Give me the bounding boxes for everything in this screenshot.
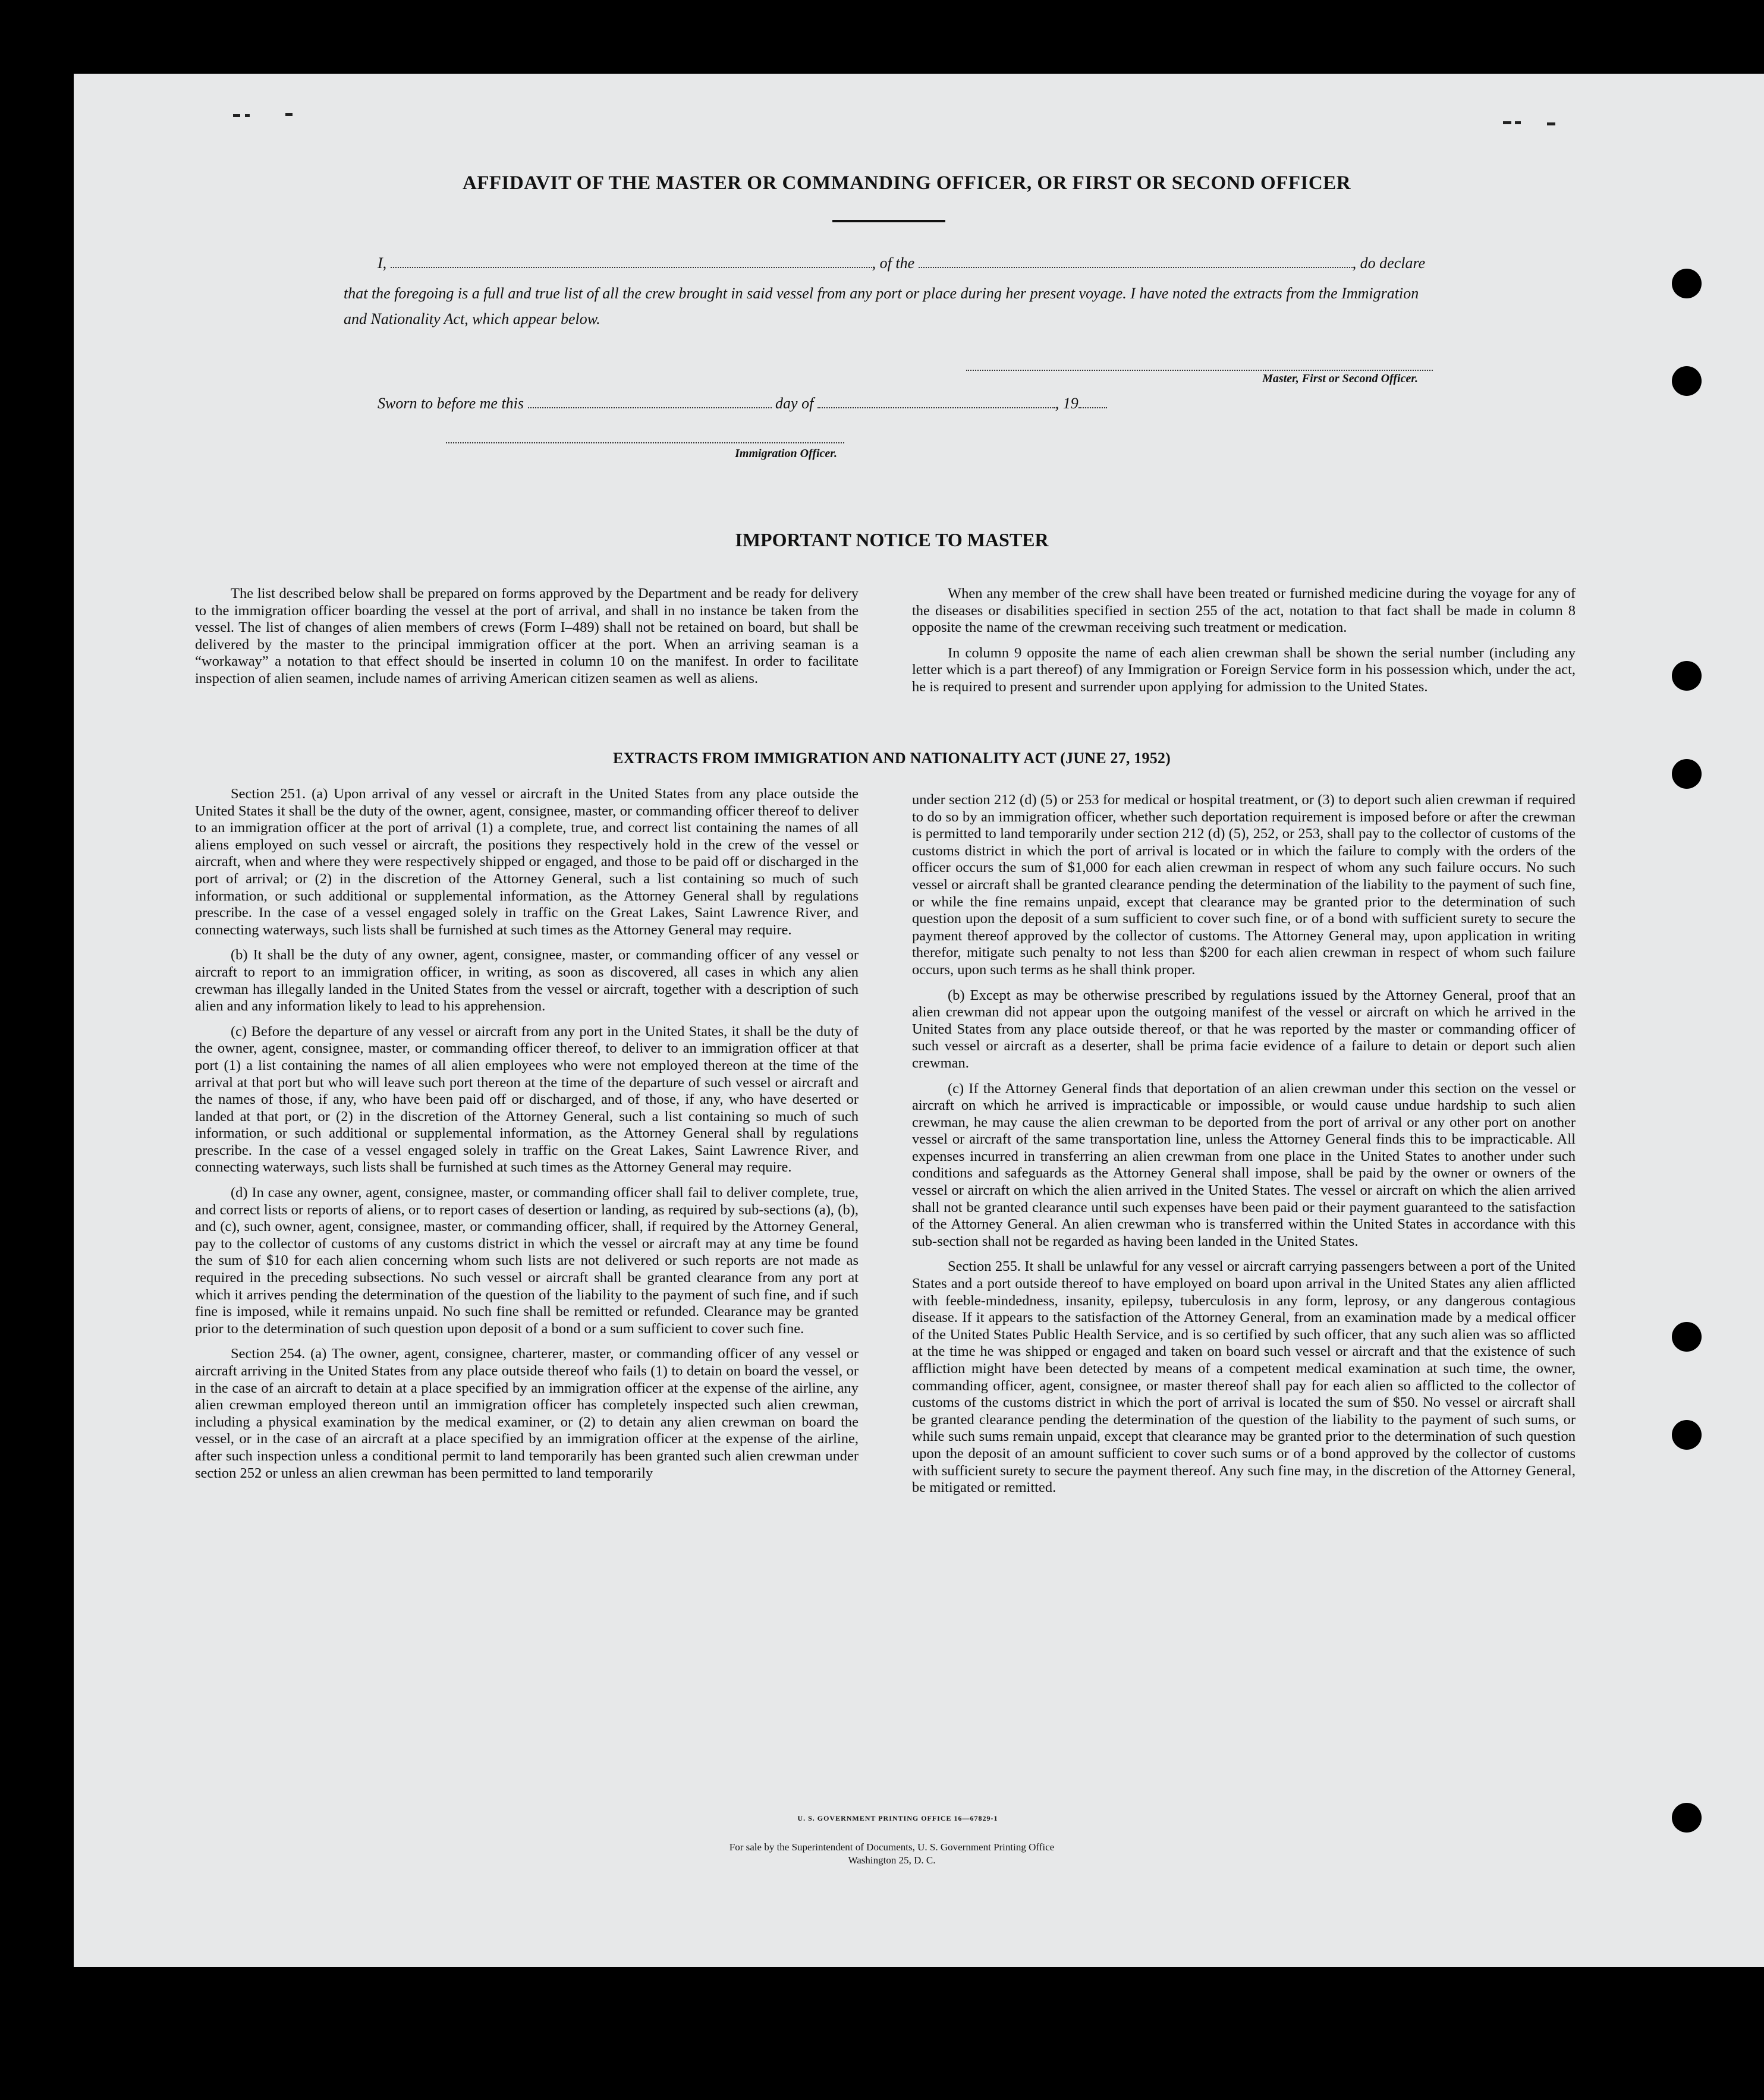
of-the-label: , of the <box>872 254 915 272</box>
section-paragraph: (b) It shall be the duty of any owner, agent, consignee, master, or commanding officer of any vessel or aircraft to report to an immigration officer, in writing, as soon as discovered, all cases in which any alien crewman has illegally landed in the United States from the vessel or aircraft, together with a description of such alien and any information likely to lead to his apprehension. <box>195 947 859 1015</box>
corner-mark <box>1515 121 1521 124</box>
sale-address: Washington 25, D. C. <box>848 1855 936 1866</box>
year-label: , 19 <box>1055 395 1078 412</box>
declaration-line <box>378 254 1425 272</box>
sale-notice: For sale by the Superintendent of Documents, U. S. Government Printing Office <box>729 1841 1055 1853</box>
section-paragraph: (b) Except as may be otherwise prescribed by regulations issued by the Attorney General, proof that an alien crewman did not appear upon the outgoing manifest of the vessel or aircraft on which he arrived in the United States from any place outside thereof, or that he was reported by the master or commanding officer of such vessel or aircraft as a deserter, shall be prima facie evidence of a failure to detain or deport such alien crewman. <box>912 987 1576 1071</box>
notice-right-column <box>912 585 1576 704</box>
corner-mark <box>1547 122 1555 125</box>
punch-hole <box>1672 1420 1702 1450</box>
i-label: I, <box>378 254 387 272</box>
section-paragraph: Section 255. It shall be unlawful for any vessel or aircraft carrying passengers between a port of the United States and a port outside thereof to have employed on board upon arrival in the United States any alien afflicted with feeble-mindedness, insanity, epilepsy, tuberculosis in any form, leprosy, or any dangerous contagious disease. If it appears to the satisfaction of the Attorney General, from an examination made by a medical officer of the United States Public Health Service, and is so certified by such officer, that any such alien was so afflicted at the time he was shipped or engaged and taken on board such vessel or aircraft and that the existence of such affliction might have been detected by means of a competent medical examination at such time, the owner, commanding officer, agent, consignee, or master thereof shall pay for each alien so afflicted to the collector of customs of the customs district in which the port of arrival is located the sum of $50. No vessel or aircraft shall be granted clearance pending the determination of the question of the liability to the payment of such sums, or while such sums remain unpaid, except that clearance may be granted prior to the determination of such question upon the deposit of an amount sufficient to cover such sums or of a bond approved by the collector of customs with sufficient surety to secure the payment thereof. Any such fine may, in the discretion of the Attorney General, be mitigated or remitted. <box>912 1258 1576 1496</box>
punch-hole <box>1672 759 1702 789</box>
extracts-left-column <box>195 786 859 1490</box>
master-signature-field[interactable] <box>966 370 1433 371</box>
section-paragraph: (c) Before the departure of any vessel or aircraft from any port in the United States, it shall be the duty of the owner, agent, consignee, master, or commanding officer thereof, to deliver to an immigration officer at that port (1) a list containing the names of all alien employees who were not employed thereon at the time of the arrival at that port but who will leave such port thereon at the time of the departure of such vessel or aircraft and the names of those, if any, who have been paid off or discharged, and of those, if any, who have deserted or landed at that port, or (2) in the discretion of the Attorney General, such a list containing so much of such information, or such additional or supplemental information, as the Attorney General shall by regulations prescribe. In the case of a vessel engaged solely in traffic on the Great Lakes, Saint Lawrence River, and connecting waterways, such lists shall be furnished at such times as the Attorney General may require. <box>195 1023 859 1176</box>
affidavit-title: AFFIDAVIT OF THE MASTER OR COMMANDING OFFICER, OR FIRST OR SECOND OFFICER <box>462 172 1351 194</box>
punch-hole <box>1672 1803 1702 1833</box>
notice-title: IMPORTANT NOTICE TO MASTER <box>735 529 1049 550</box>
master-signature-label: Master, First or Second Officer. <box>1262 372 1418 385</box>
sworn-line <box>378 395 1107 413</box>
officer-signature-field[interactable] <box>446 442 844 443</box>
corner-mark <box>245 114 250 117</box>
section-paragraph: (d) In case any owner, agent, consignee, master, or commanding officer shall fail to deliver complete, true, and correct lists or reports of aliens, or to report cases of desertion or landing, as required by sub-sections (a), (b), and (c), such owner, agent, consignee, master, or commanding officer, shall, if required by the Attorney General, pay to the collector of customs of any customs district in which the vessel or aircraft may at any time be found the sum of $10 for each alien concerning whom such lists are not delivered or such reports are not made as required in the preceding subsections. No such vessel or aircraft shall be granted clearance from any port at which it arrives pending the determination of the question of the liability to the payment of such fine, and if such fine is imposed, while it remains unpaid. No such fine shall be remitted or refunded. Clearance may be granted prior to the determination of such question upon deposit of a bond or a sum sufficient to cover such fine. <box>195 1185 859 1337</box>
month-field[interactable] <box>817 407 1055 408</box>
notice-paragraph: When any member of the crew shall have been treated or furnished medicine during the voyage for any of the diseases or disabilities specified in section 255 of the act, notation to that fact shall be made in column 8 opposite the name of the crewman receiving such treatment or medication. <box>912 585 1576 636</box>
punch-hole <box>1672 269 1702 298</box>
notice-paragraph: In column 9 opposite the name of each alien crewman shall be shown the serial number (including any letter which is a part thereof) of any Immigration or Foreign Service form in his possession which, under the act, he is required to present and surrender upon applying for admission to the United States. <box>912 644 1576 695</box>
notice-left-column <box>195 585 859 696</box>
sworn-label: Sworn to before me this <box>378 395 524 412</box>
notice-paragraph: The list described below shall be prepared on forms approved by the Department and be ready for delivery to the immigration officer boarding the vessel at the port of arrival, and shall in no instance be taken from the vessel. The list of changes of alien members of crews (Form I–489) shall not be retained on board, but shall be delivered by the master to the principal immigration officer at the port. When an arriving seaman is a “workaway” a notation to that effect should be inserted in column 10 on the manifest. In order to facilitate inspection of alien seamen, include names of arriving American citizen seamen as well as aliens. <box>195 585 859 687</box>
punch-hole <box>1672 366 1702 396</box>
printing-office-line: U. S. GOVERNMENT PRINTING OFFICE 16—67829-1 <box>797 1814 998 1822</box>
name-field[interactable] <box>391 266 872 268</box>
declaration-text: that the foregoing is a full and true list of all the crew brought in said vessel from any port or place during her present voyage. I have noted the extracts from the Immigration and Nationality Act, which appear below. <box>344 285 1419 328</box>
punch-hole <box>1672 661 1702 691</box>
section-paragraph: Section 254. (a) The owner, agent, consignee, charterer, master, or commanding officer of any vessel or aircraft arriving in the United States from any place outside thereof who fails (1) to detain on board the vessel, or in the case of an aircraft to detain at a place specified by an immigration officer at the expense of the airline, any alien crewman employed thereon until an immigration officer has completely inspected such alien crewman, including a physical examination by the medical examiner, or (2) to detain any alien crewman on board the vessel, or in the case of an aircraft at a place specified by an immigration officer at the expense of the airline, after such inspection unless a conditional permit to land temporarily has been granted such alien crewman under section 252 or unless an alien crewman has been permitted to land temporarily <box>195 1346 859 1481</box>
corner-mark <box>285 113 293 116</box>
day-field[interactable] <box>528 407 772 408</box>
section-paragraph: under section 212 (d) (5) or 253 for medical or hospital treatment, or (3) to deport such alien crewman if required to do so by an immigration officer, whether such deportation requirement is imposed before or after the crewman is permitted to land temporarily under section 212 (d) (5), 252, or 253, shall pay to the collector of customs of the customs district in which the port of arrival is located or in which the failure to comply with the orders of the officer occurs the sum of $1,000 for each alien crewman in respect of whom any such failure occurs. No such vessel or aircraft shall be granted clearance pending the determination of the liability to the payment of such fine, or while the fine remains unpaid, except that clearance may be granted prior to the determination of such question upon the deposit of a sum sufficient to cover such fine, or of a bond with sufficient surety to secure the payment thereof approved by the collector of customs. The Attorney General may, upon application in writing therefor, mitigate such penalty to not less than $200 for each alien crewman in respect of whom such failure occurs, upon such terms as he shall think proper. <box>912 792 1576 978</box>
day-of-label: day of <box>775 395 814 412</box>
officer-signature-label: Immigration Officer. <box>735 447 837 460</box>
corner-mark <box>1503 121 1511 124</box>
extracts-right-column <box>912 792 1576 1505</box>
title-divider <box>832 220 945 222</box>
vessel-field[interactable] <box>919 266 1353 268</box>
do-declare-label: , do declare <box>1352 254 1426 272</box>
section-paragraph: (c) If the Attorney General finds that deportation of an alien crewman under this section on the vessel or aircraft on which he arrived is impracticable or impossible, or would cause undue hardship to such alien crewman, he may cause the alien crewman to be deported from the port of arrival or any other port on another vessel or aircraft of the same transportation line, unless the Attorney General finds this to be impracticable. All expenses incurred in transferring an alien crewman from one place in the United States to another under such conditions and safeguards as the Attorney General shall impose, shall be paid by the owner or owners of the vessel or aircraft on which the alien arrived in the United States. The vessel or aircraft on which the alien arrived shall not be granted clearance until such expenses have been paid or their payment guaranteed to the satisfaction of the Attorney General. An alien crewman who is transferred within the United States in accordance with this sub-section shall not be regarded as having been landed in the United States. <box>912 1080 1576 1249</box>
year-field[interactable] <box>1078 407 1107 408</box>
corner-mark <box>233 114 240 117</box>
punch-hole <box>1672 1322 1702 1352</box>
section-paragraph: Section 251. (a) Upon arrival of any vessel or aircraft in the United States from any place outside the United States it shall be the duty of the owner, agent, consignee, master, or commanding officer thereof to deliver to an immigration officer at the port of arrival (1) a complete, true, and correct list containing the names of all aliens employed on such vessel or aircraft, the positions they respectively hold in the crew of the vessel or aircraft, when and where they were respectively shipped or engaged, and those to be paid off or discharged in the port of arrival; or (2) in the discretion of the Attorney General, such a list containing so much of such information, or such additional or supplemental information, as the Attorney General shall by regulations prescribe. In the case of a vessel engaged solely in traffic on the Great Lakes, Saint Lawrence River, and connecting waterways, such lists shall be furnished at such times as the Attorney General may require. <box>195 786 859 938</box>
extracts-title: EXTRACTS FROM IMMIGRATION AND NATIONALITY ACT (JUNE 27, 1952) <box>613 750 1171 767</box>
